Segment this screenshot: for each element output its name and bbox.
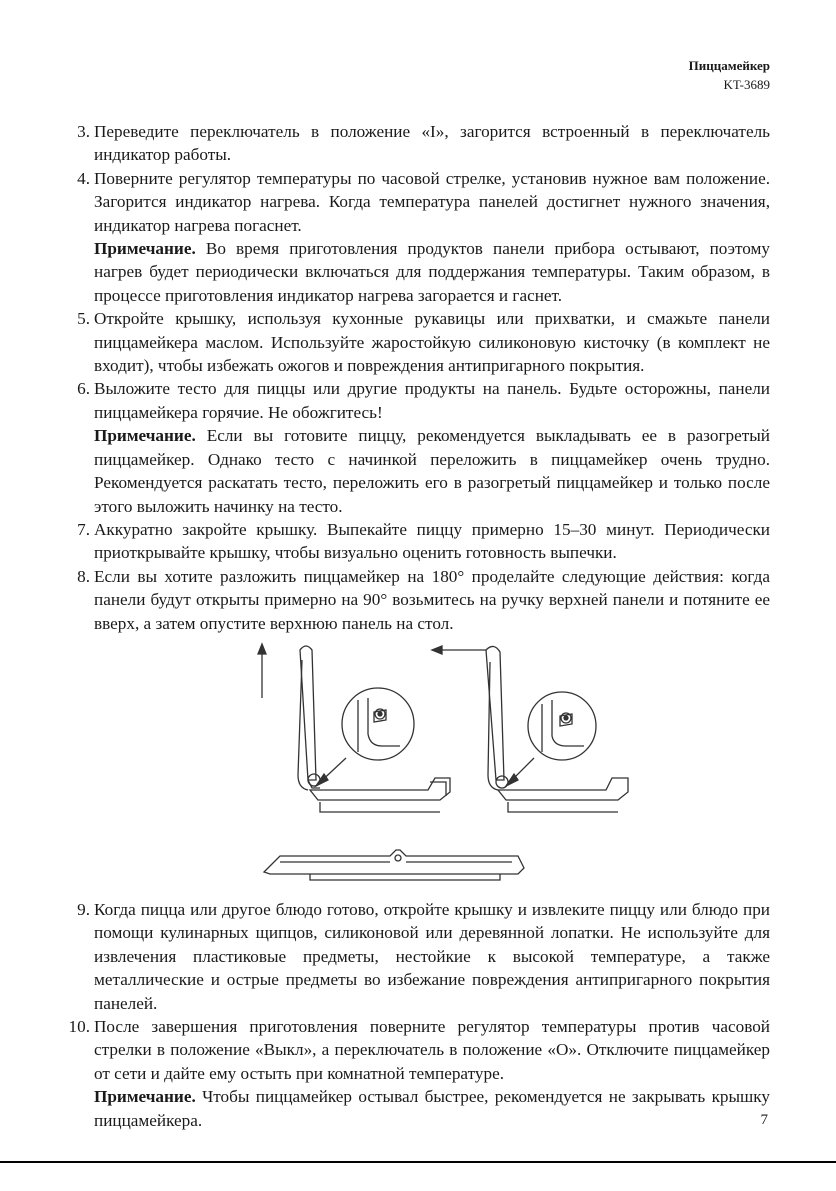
pizza-maker-unfolding-illustration	[432, 646, 628, 812]
item-number: 3.	[77, 122, 90, 141]
list-item	[60, 307, 770, 377]
item-text: Поверните регулятор температуры по часовой стрелке, установив нужное вам положение. Загорится индикатор нагрева. Когда температура панелей достигнет нужного значения, индикатор нагрева погаснет.	[94, 168, 770, 235]
instruction-list-bottom	[60, 898, 770, 1132]
item-number: 7.	[77, 519, 90, 539]
product-name: Пиццамейкер	[688, 58, 770, 73]
note-text: Чтобы пиццамейкер остывал быстрее, рекомендуется не закрывать крышку пиццамейкера.	[94, 1087, 770, 1130]
item-text: Выложите тесто для пиццы или другие продукты на панель. Будьте осторожны, панели пиццамейкера горячие. Не обожгитесь!	[94, 379, 770, 422]
page-bottom-rule	[0, 1161, 836, 1163]
item-text: После завершения приготовления поверните регулятор температуры против часовой стрелки в положение «Выкл», а переключатель в положение «O». Отключите пиццамейкер от сети и дайте ему остыть при комнатной температуре.	[94, 1017, 770, 1083]
pizza-maker-upright-illustration	[258, 644, 450, 812]
note-label: Примечание.	[94, 426, 196, 446]
model-number: KT-3689	[723, 77, 770, 92]
item-number: 5.	[77, 309, 90, 329]
item-text: Если вы хотите разложить пиццамейкер на 180° проделайте следующие действия: когда панели будут открыты примерно на 90° возьмитесь на ручку верхней панели и потяните ее вверх, а затем опустите верхнюю панель на стол.	[94, 566, 770, 633]
note-text: Во время приготовления продуктов панели прибора остывают, поэтому нагрев будет периодически включаться для поддержания температуры. Таким образом, в процессе приготовления индикатор нагрева загорается и гаснет.	[94, 239, 770, 305]
item-number: 8.	[77, 566, 90, 586]
unfolding-illustration	[250, 640, 650, 890]
list-item	[60, 898, 770, 1015]
note-label: Примечание.	[94, 1087, 196, 1107]
note-paragraph	[94, 237, 770, 307]
note-text: Если вы готовите пиццу, рекомендуется выкладывать ее в разогретый пиццамейкер. Однако тесто с начинкой переложить в пиццамейкер очень трудно. Рекомендуется раскатать тесто, переложить его в разогретый пиццамейкер и только после этого выложить начинку на тесто.	[94, 426, 770, 516]
list-item	[60, 518, 770, 565]
item-number: 4.	[77, 168, 90, 188]
item-number: 6.	[77, 379, 90, 399]
item-text: Аккуратно закройте крышку. Выпекайте пиццу примерно 15–30 минут. Периодически приоткрывайте крышку, чтобы визуально оценить готовность выпечки.	[94, 519, 770, 563]
item-number: 10.	[68, 1017, 90, 1037]
item-number: 9.	[77, 900, 90, 919]
note-label: Примечание.	[94, 239, 196, 259]
item-text: Когда пицца или другое блюдо готово, откройте крышку и извлеките пиццу или блюдо при помощи кулинарных щипцов, силиконовой или деревянной лопатки. Не используйте для извлечения пластиковые предметы, нестойкие к высокой температуре, а также металлические и острые предметы во избежание повреждения антипригарного покрытия панелей.	[94, 900, 770, 1013]
note-paragraph	[94, 1085, 770, 1132]
list-item	[60, 1015, 770, 1132]
list-item	[60, 377, 770, 517]
item-text: Переведите переключатель в положение «I», загорится встроенный в переключатель индикатор работы.	[94, 122, 770, 165]
instruction-list-top	[60, 120, 770, 635]
note-paragraph	[94, 424, 770, 518]
list-item	[60, 565, 770, 635]
page-number: 7	[760, 1112, 768, 1128]
list-item	[60, 120, 770, 167]
pizza-maker-flat-illustration	[264, 850, 524, 880]
list-item	[60, 167, 770, 307]
item-text: Откройте крышку, используя кухонные рукавицы или прихватки, и смажьте панели пиццамейкера маслом. Используйте жаростойкую силиконовую кисточку (в комплект не входит), чтобы избежать ожогов и повреждения антипригарного покрытия.	[94, 309, 770, 376]
page-header	[689, 56, 770, 94]
